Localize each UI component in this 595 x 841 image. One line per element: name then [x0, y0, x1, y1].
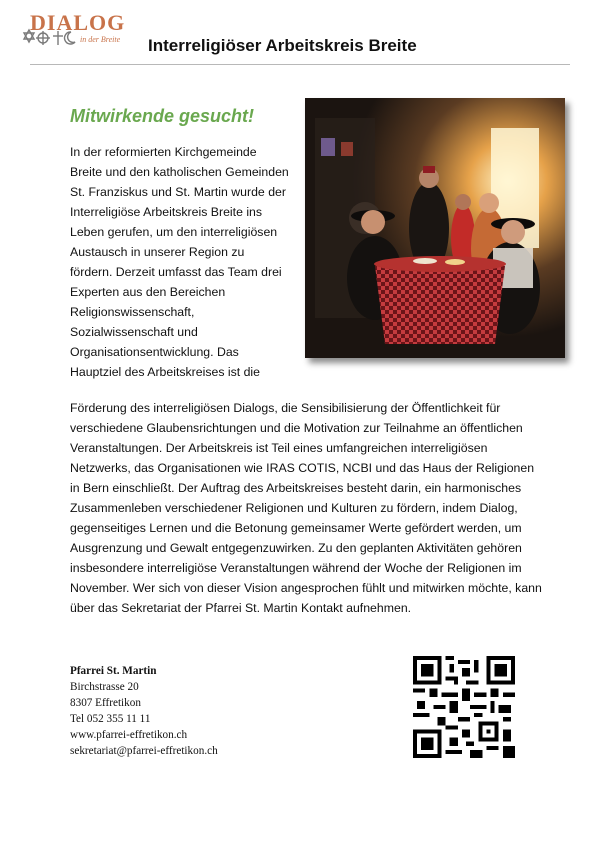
contact-block [70, 663, 218, 759]
article-paragraph-continued: Förderung des interreligiösen Dialogs, die Sensibilisierung der Öffentlichkeit für verschiedene Glaubensrichtungen und die Motivation zur Teilnahme an öffentlichen Veranstaltungen. Der Arbeitskreis ist Teil eines umfangreichen interreligiösen Netzwerks, das Organisationen wie IRAS COTIS, NCBI und das Haus der Religionen in Bern einschließt. Der Auftrag des Arbeitskreises besteht darin, ein harmonisches Zusammenleben verschiedener Religionen und Kulturen zu fördern, indem Dialog, gegenseitiges Lernen und die Betonung gemeinsamer Werte gefördert werden, um Ausgrenzung und Gewalt entgegenzuwirken. Zu den geplanten Aktivitäten gehören insbesondere interreligiöse Veranstaltungen während der Woche der Religionen im November. Wer sich von dieser Vision angesprochen fühlt und mitwirken möchte, kann über das Sekretariat der Pfarrei St. Martin Kontakt aufnehmen. [70, 401, 542, 615]
header-divider [30, 64, 570, 65]
dialog-logo [22, 10, 132, 50]
contact-website[interactable]: www.pfarrei-effretikon.ch [70, 729, 188, 741]
contact-street: Birchstrasse 20 [70, 681, 139, 693]
interfaith-meal-photo [305, 98, 565, 358]
logo-subtitle: in der Breite [80, 35, 121, 44]
contact-email[interactable]: sekretariat@pfarrei-effretikon.ch [70, 745, 218, 757]
section-heading: Mitwirkende gesucht! [70, 106, 255, 126]
page-title: Interreligiöser Arbeitskreis Breite [148, 36, 417, 55]
contact-city: 8307 Effretikon [70, 697, 141, 709]
logo-wordmark: DIALOG [30, 10, 126, 35]
article-paragraph-lead: In der reformierten Kirchgemeinde Breite und den katholischen Gemeinden St. Franziskus und St. Martin wurde der Interreligiöse Arbeitskreis Breite ins Leben gerufen, um den interreligiösen Austausch in unserer Region zu fördern. Derzeit umfasst das Team drei Experten aus den Bereichen Religionswissenschaft, Sozialwissenschaft und Organisationsentwicklung. Das Hauptziel des Arbeitskreises ist die [70, 145, 289, 379]
contact-organization: Pfarrei St. Martin [70, 665, 157, 677]
contact-phone: Tel 052 355 11 11 [70, 713, 151, 725]
religious-symbols-icon [22, 28, 84, 48]
qr-code-icon[interactable] [413, 656, 515, 758]
